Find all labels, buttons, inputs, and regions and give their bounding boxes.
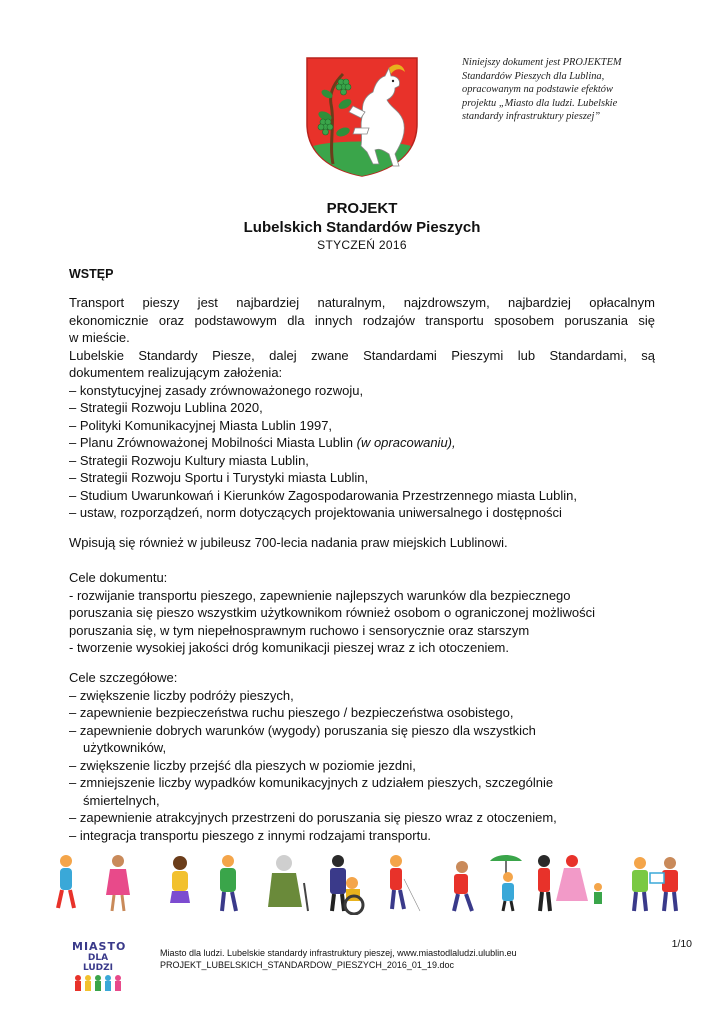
text-line: ekonomicznie oraz podstawowym dla innych rodzajów transportu sposobem poruszania się xyxy=(69,312,655,328)
list-item xyxy=(69,382,655,400)
footer-line: Miasto dla ludzi. Lubelskie standardy infrastruktury pieszej, www.miastodlaludzi.ulublin.eu xyxy=(160,948,517,958)
page-number: 1/10 xyxy=(671,938,692,950)
pedestrian-icon xyxy=(170,856,190,903)
list-item xyxy=(69,774,655,792)
list-item-continued: użytkowników, xyxy=(83,740,167,755)
text-line: poruszania się, w tym niepełnosprawnym ruchowo i sensorycznie oraz starszym xyxy=(69,622,530,638)
dash: – xyxy=(69,757,77,773)
dash: – xyxy=(69,470,77,485)
detailed-goals-section xyxy=(69,669,655,844)
dash: – xyxy=(69,827,77,843)
document-title: PROJEKT xyxy=(326,200,398,217)
logo-line: DLA LUDZI xyxy=(82,953,114,973)
intro-paragraph xyxy=(69,294,655,522)
text-line: poruszania się pieszo wszystkim użytkownikom również osobom o ograniczonej możliwości xyxy=(69,605,595,620)
list-item-text: integracja transportu pieszego z innymi rodzajami transportu. xyxy=(79,827,432,843)
logo-figures-icon xyxy=(72,973,124,993)
pedestrian-icon xyxy=(454,861,472,911)
footer-text xyxy=(160,948,517,971)
section-heading: WSTĘP xyxy=(69,267,114,281)
list-item-text: ustaw, rozporządzeń, norm dotyczących projektowania uniwersalnego i dostępności xyxy=(79,505,562,520)
dash: – xyxy=(69,505,77,520)
list-item xyxy=(69,452,655,470)
list-item xyxy=(69,827,655,845)
dash: – xyxy=(69,775,77,790)
dash: – xyxy=(69,687,77,703)
detailed-heading: Cele szczegółowe: xyxy=(69,670,178,685)
text-line: - rozwijanie transportu pieszego, zapewnienie najlepszych warunków dla bezpiecznego xyxy=(69,587,571,603)
list-item-continued: śmiertelnych, xyxy=(83,792,160,808)
blind-pedestrian-icon xyxy=(390,855,420,911)
dash: – xyxy=(69,810,77,825)
tourists-icon xyxy=(632,857,678,911)
list-item-text: zwiększenie liczby przejść dla pieszych w poziomie jezdni, xyxy=(79,757,416,773)
wheelchair-icon xyxy=(345,877,363,914)
dash: – xyxy=(69,487,77,503)
list-item xyxy=(69,809,655,827)
list-item-text: zapewnienie bezpieczeństwa ruchu pieszego / bezpieczeństwa osobistego, xyxy=(79,705,514,720)
note-line: opracowanym na podstawie efektów xyxy=(462,84,613,95)
list-item xyxy=(69,434,655,452)
list-item-text: Strategii Rozwoju Kultury miasta Lublin, xyxy=(79,452,309,468)
text-line: Lubelskie Standardy Piesze, dalej zwane Standardami Pieszymi lub Standardami, są xyxy=(69,347,655,363)
list-item xyxy=(69,399,655,417)
footer-line: PROJEKT_LUBELSKICH_STANDARDOW_PIESZYCH_2016_01_19.doc xyxy=(160,959,454,970)
list-item-text: konstytucyjnej zasady zrównoważonego rozwoju, xyxy=(79,382,364,398)
dash: – xyxy=(69,417,77,433)
goals-heading: Cele dokumentu: xyxy=(69,570,168,585)
umbrella-pedestrian-icon xyxy=(490,855,522,911)
note-line: projektu „Miasto dla ludzi. Lubelskie xyxy=(462,97,618,109)
dash: – xyxy=(69,400,77,415)
list-item xyxy=(69,704,655,722)
list-item xyxy=(69,757,655,775)
list-item-text: zapewnienie atrakcyjnych przestrzeni do poruszania się pieszo wraz z otoczeniem, xyxy=(79,810,557,825)
pedestrian-icon xyxy=(330,855,346,911)
list-item-text: zapewnienie dobrych warunków (wygody) poruszania się pieszo dla wszystkich xyxy=(79,722,536,738)
text-line: Transport pieszy jest najbardziej naturalnym, najzdrowszym, najbardziej opłacalnym xyxy=(69,295,655,310)
pedestrians-illustration xyxy=(48,853,698,915)
document-subtitle: Lubelskich Standardów Pieszych xyxy=(243,219,481,236)
list-item xyxy=(69,469,655,487)
lublin-coat-of-arms-icon xyxy=(303,54,421,178)
note-line: Standardów Pieszych dla Lublina, xyxy=(462,70,605,82)
document-date: STYCZEŃ 2016 xyxy=(317,238,407,252)
jubilee-paragraph: Wpisują się również w jubileusz 700-lecia nadania praw miejskich Lublinowi. xyxy=(69,535,508,550)
list-item-text: Strategii Rozwoju Lublina 2020, xyxy=(79,400,263,415)
list-item xyxy=(69,417,655,435)
draft-note xyxy=(462,56,702,124)
list-item xyxy=(69,504,655,522)
text-line: dokumentem realizującym założenia: xyxy=(69,365,283,380)
list-item-text: Strategii Rozwoju Sportu i Turystyki miasta Lublin, xyxy=(79,470,369,485)
list-item-text: Planu Zrównoważonej Mobilności Miasta Lublin xyxy=(79,435,357,450)
family-icon xyxy=(538,855,602,911)
list-item xyxy=(69,487,655,505)
dash: – xyxy=(69,705,77,720)
goals-section xyxy=(69,569,655,657)
list-item-italic: (w opracowaniu), xyxy=(356,435,456,450)
miasto-dla-ludzi-logo xyxy=(72,940,127,990)
logo-line: MIASTO xyxy=(72,940,127,953)
list-item-text: Polityki Komunikacyjnej Miasta Lublin 1997, xyxy=(79,417,333,433)
list-item xyxy=(69,687,655,705)
elderly-pedestrian-icon xyxy=(268,855,308,911)
list-item xyxy=(69,722,655,740)
dash: – xyxy=(69,452,77,468)
note-line: Niniejszy dokument jest PROJEKTEM xyxy=(462,57,622,68)
list-item-text: zmniejszenie liczby wypadków komunikacyjnych z udziałem pieszych, szczególnie xyxy=(79,775,554,790)
note-line: standardy infrastruktury pieszej” xyxy=(462,111,601,122)
list-item-text: zwiększenie liczby podróży pieszych, xyxy=(79,687,294,703)
pedestrian-icon xyxy=(58,855,74,908)
text-line: - tworzenie wysokiej jakości dróg komunikacji pieszej wraz z ich otoczeniem. xyxy=(69,640,510,655)
pedestrian-icon xyxy=(220,855,236,911)
dash: – xyxy=(69,722,77,738)
text-line: w mieście. xyxy=(69,330,130,345)
pedestrian-icon xyxy=(106,855,130,911)
dash: – xyxy=(69,435,77,450)
list-item-text: Studium Uwarunkowań i Kierunków Zagospodarowania Przestrzennego miasta Lublin, xyxy=(79,487,578,503)
dash: – xyxy=(69,382,77,398)
